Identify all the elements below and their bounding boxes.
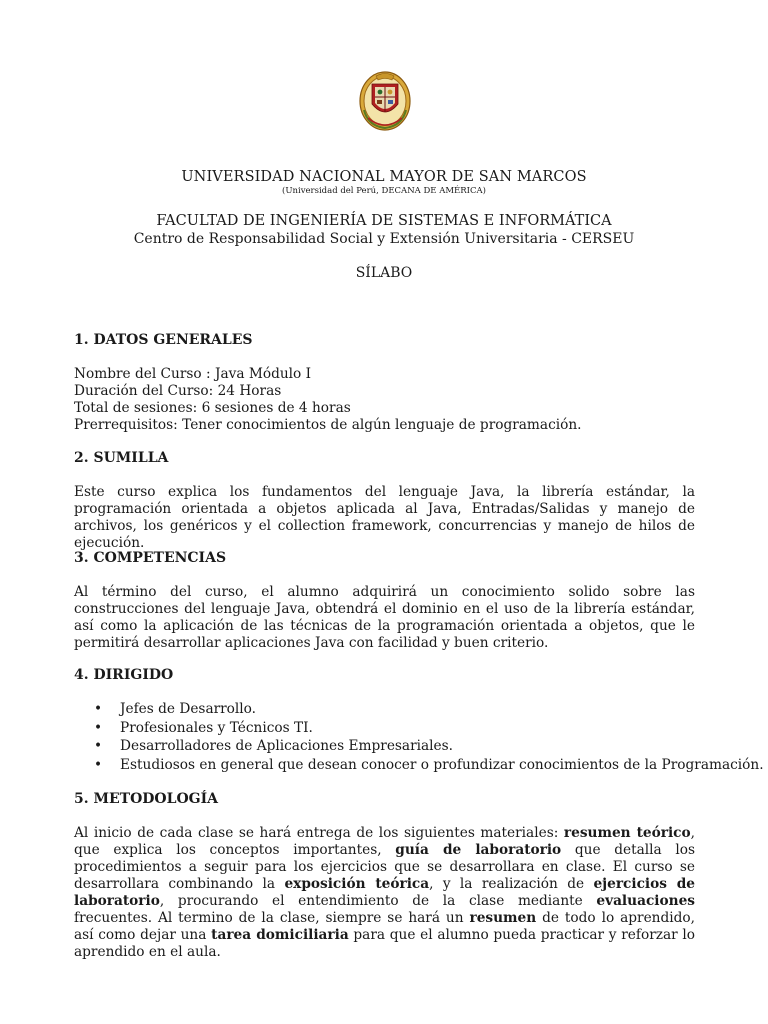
datos-generales-block <box>74 366 695 434</box>
section-heading-datos-generales: 1. DATOS GENERALES <box>74 332 253 348</box>
document-title: SÍLABO <box>355 265 413 281</box>
metodologia-text: de todo lo aprendido, así como dejar una <box>74 910 695 943</box>
section-heading-metodologia: 5. METODOLOGÍA <box>74 791 219 807</box>
prerequisites-line: Prerrequisitos: Tener conocimientos de algún lenguaje de programación. <box>74 417 582 433</box>
bullet-glyph: • <box>94 701 103 717</box>
metodologia-bold-term: resumen <box>469 910 537 926</box>
list-item <box>94 756 764 775</box>
metodologia-bold-term: evaluaciones <box>596 893 695 909</box>
target-audience-list <box>94 700 764 774</box>
list-item-text: Profesionales y Técnicos TI. <box>120 719 313 736</box>
metodologia-text: para que el alumno pueda practicar y reforzar lo aprendido en el aula. <box>74 927 695 960</box>
sumilla-paragraph: Este curso explica los fundamentos del lenguaje Java, la librería estándar, la programación orientada a objetos aplicada al Java, Entradas/Salidas y manejo de archivos, los genéricos y el collection framework, concurrencias y manejo de hilos de ejecución. <box>74 484 695 551</box>
section-heading-competencias: 3. COMPETENCIAS <box>74 550 227 566</box>
metodologia-text: Al inicio de cada clase se hará entrega de los siguientes materiales: <box>74 825 564 841</box>
course-name-line: Nombre del Curso : Java Módulo I <box>74 366 312 382</box>
section-heading-sumilla: 2. SUMILLA <box>74 450 169 466</box>
faculty-name: FACULTAD DE INGENIERÍA DE SISTEMAS E INFORMÁTICA <box>156 213 612 229</box>
metodologia-text: , y la realización de <box>429 876 594 892</box>
metodologia-bold-term: ejercicios de laboratorio <box>74 876 695 909</box>
metodologia-text: que detalla los procedimientos a seguir para los ejercicios que se desarrollara en clase. El curso se desarrollara combinando la <box>74 842 696 892</box>
bullet-glyph: • <box>94 756 103 773</box>
list-item-text: Estudiosos en general que desean conocer o profundizar conocimientos de la Programación. <box>120 756 764 773</box>
metodologia-bold-term: guía de laboratorio <box>395 842 562 858</box>
course-duration-line: Duración del Curso: 24 Horas <box>74 383 282 399</box>
bullet-glyph: • <box>94 738 103 754</box>
total-sessions-line: Total de sesiones: 6 sesiones de 4 horas <box>74 400 351 416</box>
list-item <box>94 719 764 738</box>
section-heading-dirigido: 4. DIRIGIDO <box>74 667 174 683</box>
metodologia-bold-term: exposición teórica <box>284 876 430 892</box>
competencias-paragraph: Al término del curso, el alumno adquirirá un conocimiento solido sobre las construcciones del lenguaje Java, obtendrá el dominio en el uso de la librería estándar, así como la aplicación de las técnicas de la programación orientada a objetos, que le permitirá desarrollar aplicaciones Java con facilidad y buen criterio. <box>74 584 695 651</box>
metodologia-paragraph <box>74 825 695 961</box>
list-item <box>94 737 764 756</box>
metodologia-text: , procurando el entendimiento de la clase mediante <box>159 893 597 909</box>
metodologia-text: frecuentes. Al termino de la clase, siempre se hará un <box>74 910 470 926</box>
extension-center-name: Centro de Responsabilidad Social y Extensión Universitaria - CERSEU <box>133 231 635 247</box>
metodologia-text: , que explica los conceptos importantes, <box>74 825 695 858</box>
metodologia-bold-term: tarea domiciliaria <box>211 927 349 943</box>
list-item-text: Jefes de Desarrollo. <box>120 701 257 717</box>
university-subtitle: (Universidad del Perú, DECANA DE AMÉRICA) <box>282 186 486 196</box>
bullet-glyph: • <box>94 719 103 736</box>
list-item-text: Desarrolladores de Aplicaciones Empresariales. <box>120 738 454 754</box>
list-item <box>94 700 764 719</box>
university-name: UNIVERSIDAD NACIONAL MAYOR DE SAN MARCOS <box>181 169 587 185</box>
metodologia-bold-term: resumen teórico <box>563 825 691 841</box>
university-seal-logo <box>358 70 412 132</box>
